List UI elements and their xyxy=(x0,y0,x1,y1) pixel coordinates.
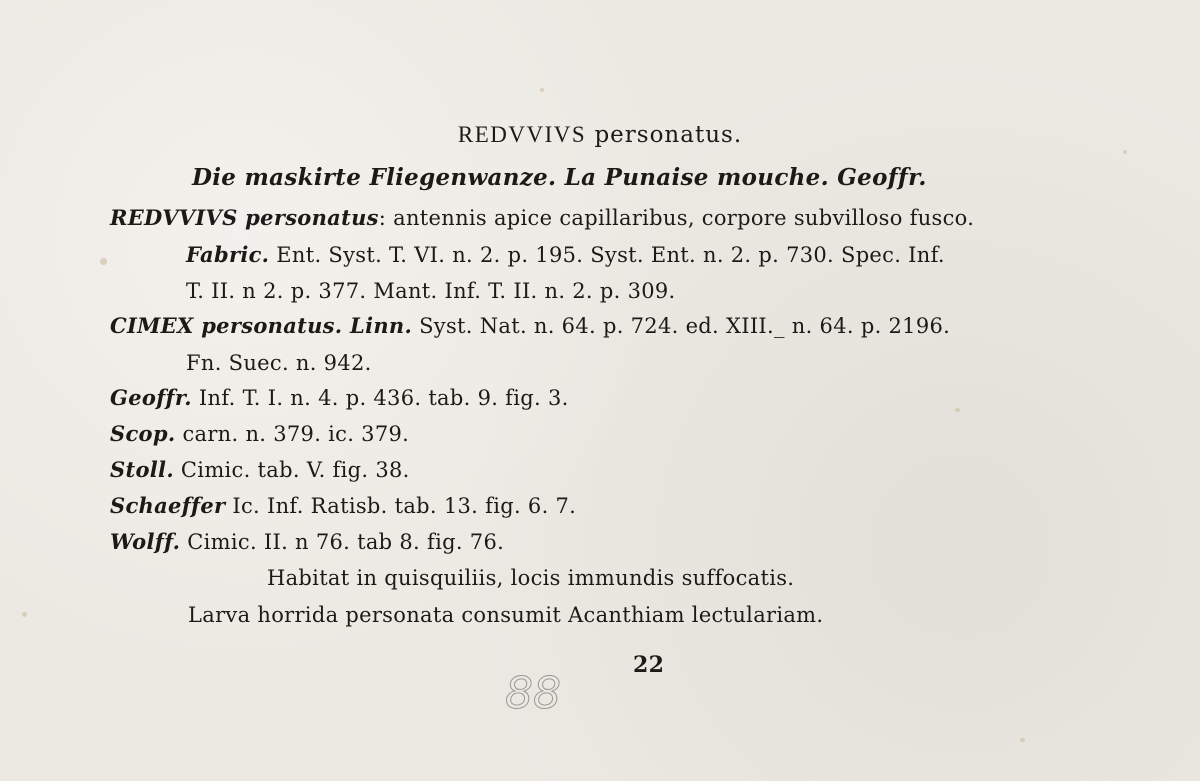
paper-speck xyxy=(100,258,107,265)
reference-lead: CIMEX personatus. Linn. xyxy=(110,313,413,338)
reference-line-8 xyxy=(110,457,410,482)
reference-text: : antennis apice capillaribus, corpore subvilloso fusco. xyxy=(378,206,975,230)
reference-line-4 xyxy=(110,313,950,338)
reference-text: Syst. Nat. n. 64. p. 724. ed. XIII._ n. 64. p. 2196. xyxy=(412,314,951,338)
reference-text: Ent. Syst. T. VI. n. 2. p. 195. Syst. Ent. n. 2. p. 730. Spec. Inf. xyxy=(269,243,945,267)
habitat-text: Habitat in quisquiliis, locis immundis suffocatis. xyxy=(267,566,795,590)
reference-lead: Wolff. xyxy=(110,529,181,554)
larva-text: Larva horrida personata consumit Acanthiam lectulariam. xyxy=(188,603,824,627)
reference-lead: Scop. xyxy=(110,421,176,446)
reference-lead: Schaeffer xyxy=(110,493,226,518)
paper-speck xyxy=(540,88,544,92)
reference-text: Inf. T. I. n. 4. p. 436. tab. 9. fig. 3. xyxy=(191,386,569,410)
species-name: personatus. xyxy=(594,122,743,148)
paper-speck xyxy=(1020,738,1025,742)
reference-line-6 xyxy=(110,385,569,410)
species-title xyxy=(0,122,1200,148)
reference-text: T. II. n 2. p. 377. Mant. Inf. T. II. n. 2. p. 309. xyxy=(186,279,676,303)
pencil-annotation: 88 xyxy=(505,668,561,719)
reference-text: carn. n. 379. ic. 379. xyxy=(175,422,410,446)
reference-line-10 xyxy=(110,529,504,554)
reference-lead: Geoffr. xyxy=(110,385,192,410)
reference-line-3 xyxy=(186,278,676,303)
paper-speck xyxy=(22,612,27,617)
paper-speck xyxy=(955,408,960,412)
reference-line-5 xyxy=(186,350,372,375)
reference-text: Cimic. tab. V. fig. 38. xyxy=(173,458,410,482)
reference-line-7 xyxy=(110,421,409,446)
common-names: Die maskirte Fliegenwanze. La Punaise mouche. Geoffr. xyxy=(192,164,927,191)
reference-text: Ic. Inf. Ratisb. tab. 13. fig. 6. 7. xyxy=(225,494,577,518)
reference-text: Cimic. II. n 76. tab 8. fig. 76. xyxy=(180,530,505,554)
reference-line-2 xyxy=(186,242,945,267)
reference-line-1 xyxy=(110,205,974,230)
reference-text: Fn. Suec. n. 942. xyxy=(186,351,372,375)
page-number: 22 xyxy=(633,652,665,678)
reference-lead: REDVVIVS personatus xyxy=(110,205,379,230)
reference-line-9 xyxy=(110,493,576,518)
paper-speck xyxy=(1123,150,1127,154)
genus-name: REDVVIVS xyxy=(457,122,587,147)
reference-lead: Stoll. xyxy=(110,457,174,482)
reference-lead: Fabric. xyxy=(186,242,270,267)
